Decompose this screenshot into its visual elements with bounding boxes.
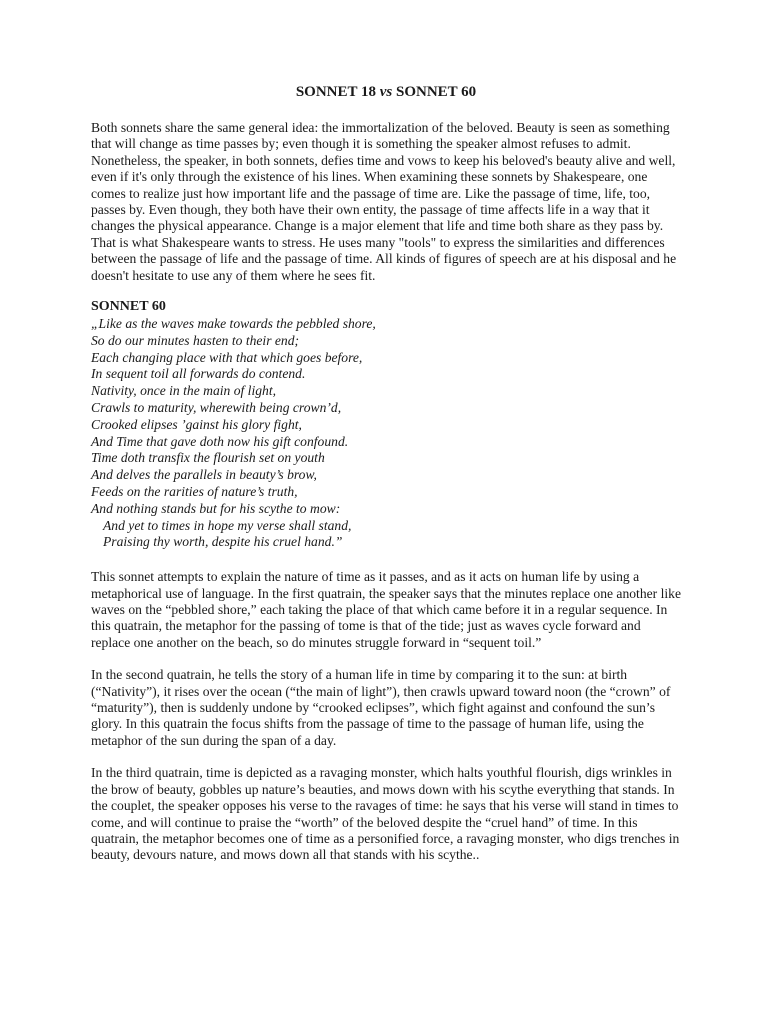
poem-line: Nativity, once in the main of light, <box>91 383 277 399</box>
section-heading: SONNET 60 <box>91 299 166 315</box>
poem-line: And Time that gave doth now his gift confound. <box>91 433 349 449</box>
poem-line: In sequent toil all forwards do contend. <box>91 366 306 382</box>
intro-paragraph: Both sonnets share the same general idea: the immortalization of the beloved. Beauty is seen as something that will change as time passes by; even though it is something the speaker almost refuses to admit. Nonetheless, the speaker, in both sonnets, defies time and vows to keep his beloved's beauty alive and well, even if it's only through the existence of his lines. When examining these sonnets by Shakespeare, one comes to realize just how important life and the passage of time are. Like the passage of time, life, too, passes by. Even though, they both have their own entity, the passage of time affects life in a way that it changes the physical appearance. Change is a major element that life and time both share as they pass by. That is what Shakespeare wants to stress. He uses many "tools" to express the similarities and differences between the passage of life and the passage of time. All kinds of figures of speech are at his disposal and he doesn't hesitate to use any of them where he sees fit. <box>91 120 677 283</box>
title-part-b: SONNET 60 <box>392 84 477 100</box>
analysis-paragraph-3: In the third quatrain, time is depicted as a ravaging monster, which halts youthful flourish, digs wrinkles in the brow of beauty, gobbles up nature’s beauties, and mows down with his scythe everything that stands. In the couplet, the speaker opposes his verse to the ravages of time: he says that his verse will stand in times to come, and will continue to praise the “worth” of the beloved despite the “cruel hand” of time. In this quatrain, the metaphor becomes one of time as a personified force, a ravaging monster, who digs trenches in beauty, devours nature, and mows down all that stands with his scythe.. <box>91 765 680 863</box>
poem-line: „Like as the waves make towards the pebbled shore, <box>91 316 376 332</box>
title-part-a: SONNET 18 <box>295 84 380 100</box>
poem-line: Time doth transfix the flourish set on youth <box>91 450 325 466</box>
poem-line: Crawls to maturity, wherewith being crown’d, <box>91 400 342 416</box>
poem-block <box>91 316 681 551</box>
document-page <box>91 82 681 880</box>
poem-line: Crooked elipses ’gainst his glory fight, <box>91 416 302 432</box>
title-vs: vs <box>379 84 393 100</box>
document-title <box>91 82 681 102</box>
poem-couplet-line: Praising thy worth, despite his cruel hand.” <box>103 534 343 550</box>
poem-line: So do our minutes hasten to their end; <box>91 332 300 348</box>
analysis-paragraph-1: This sonnet attempts to explain the nature of time as it passes, and as it acts on human life by using a metaphorical use of language. In the first quatrain, the speaker says that the minutes replace one another like waves on the “pebbled shore,” each taking the place of that which came before it in a regular sequence. In this quatrain, the metaphor for the passing of tome is that of the tide; just as waves cycle forward and replace one another on the beach, so do minutes struggle forward in “sequent toil.” <box>91 569 681 650</box>
poem-couplet-line: And yet to times in hope my verse shall stand, <box>103 517 352 533</box>
poem-line: Each changing place with that which goes before, <box>91 349 363 365</box>
poem-line: And delves the parallels in beauty’s brow, <box>91 467 317 483</box>
analysis-paragraph-2: In the second quatrain, he tells the story of a human life in time by comparing it to the sun: at birth (“Nativity”), it rises over the ocean (“the main of light”), then crawls upward toward noon (the “crown” of “maturity”), then is suddenly undone by “crooked eclipses”, which fight against and confound the sun’s glory. In this quatrain the focus shifts from the passage of time to the passage of human life, using the metaphor of the sun during the span of a day. <box>91 667 671 748</box>
poem-line: And nothing stands but for his scythe to mow: <box>91 500 341 516</box>
poem-line: Feeds on the rarities of nature’s truth, <box>91 484 298 500</box>
